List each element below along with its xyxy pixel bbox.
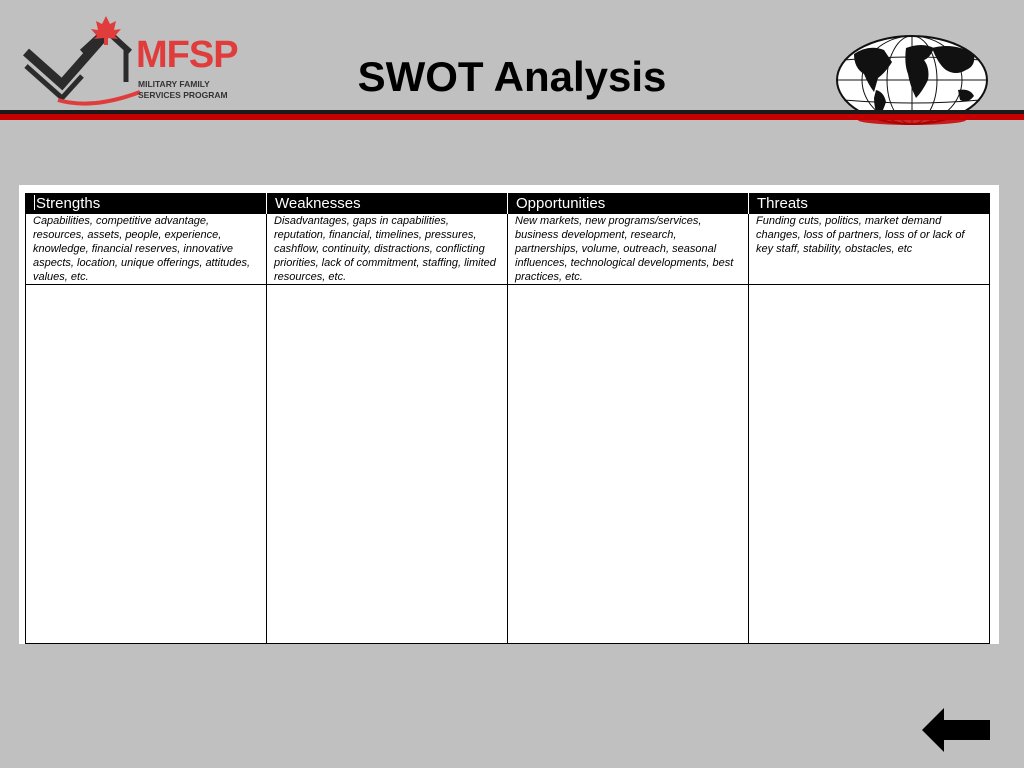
swot-description-weaknesses[interactable]: Disadvantages, gaps in capabilities, reputation, financial, timelines, pressures, cashflow, continuity, distractions, conflicting priorities, lack of commitment, staffing, limited resources, etc. xyxy=(267,214,508,285)
swot-description-opportunities[interactable]: New markets, new programs/services, business development, research, partnerships, volume, outreach, seasonal influences, technological developments, best practices, etc. xyxy=(508,214,749,285)
swot-header-row xyxy=(26,193,990,214)
swot-entry-strengths[interactable] xyxy=(26,285,267,644)
swot-table xyxy=(25,193,990,644)
text-cursor xyxy=(34,195,35,210)
swot-heading-threats: Threats xyxy=(749,193,990,214)
page-title: SWOT Analysis xyxy=(357,53,667,100)
swot-heading-strengths xyxy=(26,193,267,214)
slide-header xyxy=(0,0,1024,120)
swot-description-strengths[interactable]: Capabilities, competitive advantage, resources, assets, people, experience, knowledge, financial reserves, innovative aspects, location, unique offerings, attitudes, values, etc. xyxy=(26,214,267,285)
swot-description-row xyxy=(26,214,990,285)
swot-entry-threats[interactable] xyxy=(749,285,990,644)
swot-heading-weaknesses: Weaknesses xyxy=(267,193,508,214)
logo-subtitle-line1: MILITARY FAMILY xyxy=(138,79,210,89)
swot-document xyxy=(19,185,999,644)
logo-wordmark: MFSP xyxy=(136,34,238,76)
swot-entry-opportunities[interactable] xyxy=(508,285,749,644)
swot-entry-row xyxy=(26,285,990,644)
swot-description-threats[interactable]: Funding cuts, politics, market demand changes, loss of partners, loss of or lack of key staff, stability, obstacles, etc xyxy=(749,214,990,285)
swot-heading-opportunities: Opportunities xyxy=(508,193,749,214)
swot-heading-strengths-label: Strengths xyxy=(36,194,101,212)
header-divider-red xyxy=(0,114,1024,120)
back-arrow-icon[interactable] xyxy=(920,706,992,754)
swot-entry-weaknesses[interactable] xyxy=(267,285,508,644)
logo-subtitle-line2: SERVICES PROGRAM xyxy=(138,90,228,100)
